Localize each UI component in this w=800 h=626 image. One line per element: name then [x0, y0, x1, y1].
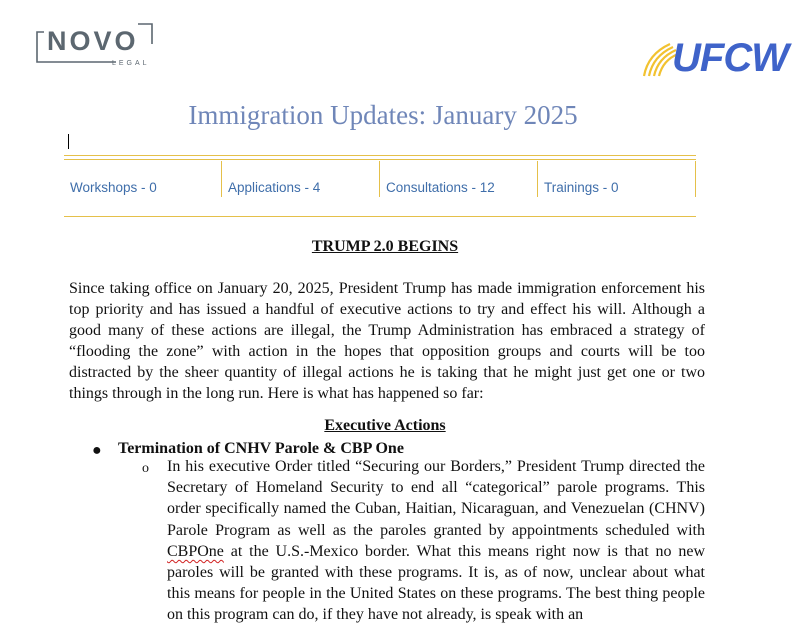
subheading-executive-actions: Executive Actions: [324, 417, 446, 434]
novo-legal-logo: [34, 22, 154, 68]
ufcw-logo: [640, 36, 800, 80]
stats-table: [64, 161, 696, 197]
stat-consultations: Consultations - 12: [379, 161, 537, 197]
novo-logo-sub: LEGAL: [112, 60, 150, 67]
section-heading: TRUMP 2.0 BEGINS: [311, 238, 459, 255]
document-title: Immigration Updates: January 2025: [188, 100, 578, 130]
header-rule-bottom: [64, 159, 696, 160]
bullet-title: Termination of CNHV Parole & CBP One: [118, 440, 404, 457]
sub-bullet-text: [167, 456, 705, 626]
stat-applications: Applications - 4: [221, 161, 379, 197]
sub-bullet-marker: o: [142, 461, 149, 476]
intro-paragraph: Since taking office on January 20, 2025, President Trump has made immigration enforcement his top priority and has issued a handful of executive actions to try and effect his will. Although a good many of these actions are illegal, the Trump Administration has embraced a strategy of “flooding the zone” with action in the hopes that opposition groups and courts will be too distracted by the sheer quantity of illegal actions he is taking that he might just get one or two things through in the long run. Here is what has happened so far:: [69, 280, 705, 402]
sub-text-part-2: at the U.S.-Mexico border. What this means right now is that no new paroles will be granted with these programs. It is, as of now, unclear about what this means for people in the United States on these programs. The best thing people on this program can do, if they have not already, is speak with an: [167, 542, 705, 624]
stat-workshops: Workshops - 0: [70, 180, 157, 195]
stats-rule-bottom: [64, 216, 696, 217]
sub-text-part-1: In his executive Order titled “Securing our Borders,” President Trump directed the Secretary of Homeland Security to end all “categorical” parole programs. This order specifically named the Cuban, Haitian, Nicaraguan, and Venezuelan (CHNV) Parole Program as well as the paroles granted by appointments scheduled with: [167, 458, 705, 539]
ufcw-logo-word: UFCW: [672, 36, 788, 80]
spellcheck-flagged-word: CBPOne: [167, 542, 224, 560]
header-rule-top: [64, 155, 696, 156]
bullet-marker: ●: [92, 442, 102, 459]
text-cursor: [68, 134, 69, 149]
stat-trainings: Trainings - 0: [537, 161, 696, 197]
novo-logo-word: NOVO: [47, 26, 139, 56]
